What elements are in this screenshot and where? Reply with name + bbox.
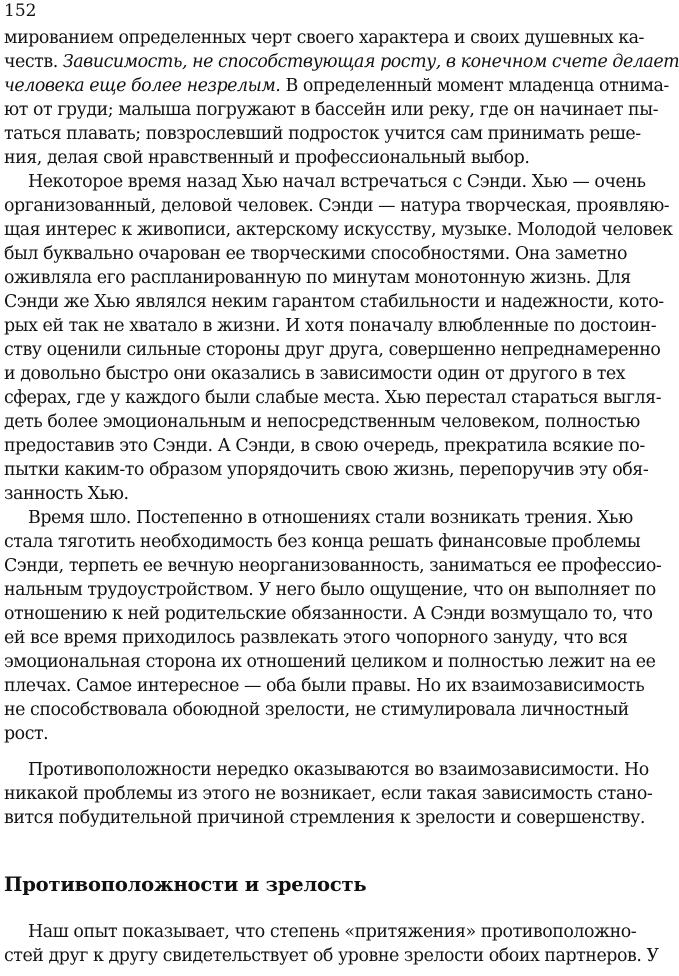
text-line: деть более эмоциональным и непосредственным человеком, полностью xyxy=(4,412,640,432)
italic-text: Зависимость, не способствующая росту, в конечном счете делает xyxy=(62,52,679,72)
text-line: эмоциональная сторона их отношений целиком и полностью лежит на ее xyxy=(4,652,656,672)
text-line: щая интерес к живописи, актерскому искусству, музыке. Молодой человек xyxy=(4,220,673,240)
text-line: мированием определенных черт своего характера и своих душевных ка- xyxy=(4,28,644,48)
italic-text: человека еще более незрелым. xyxy=(4,76,281,96)
text-line: не способствовала обоюдной зрелости, не стимулировала личностный xyxy=(4,700,629,720)
text-line: пытки каким-то образом упорядочить свою жизнь, перепоручив эту обя- xyxy=(4,460,649,480)
text-line: организованный, деловой человек. Сэнди — натура творческая, проявляю- xyxy=(4,196,670,216)
text-line: Время шло. Постепенно в отношениях стали возникать трения. Хью xyxy=(28,508,633,528)
text-line: вится побудительной причиной стремления к зрелости и совершенству. xyxy=(4,808,645,828)
page-number: 152 xyxy=(4,1,37,21)
section-heading: Противоположности и зрелость xyxy=(4,873,367,896)
text-line: занность Хью. xyxy=(4,484,129,504)
text-line: нальным трудоустройством. У него было ощущение, что он выполняет по xyxy=(4,580,656,600)
text-line: стей друг к другу свидетельствует об уровне зрелости обоих партнеров. У xyxy=(4,946,659,966)
text-line: и довольно быстро они оказались в зависимости один от другого в тех xyxy=(4,364,626,384)
text-line: ния, делая свой нравственный и профессиональный выбор. xyxy=(4,148,530,168)
text-line: стала тяготить необходимость без конца решать финансовые проблемы xyxy=(4,532,641,552)
text-line: отношению к ней родительские обязанности. А Сэнди возмущало то, что xyxy=(4,604,653,624)
text-line: рост. xyxy=(4,724,49,744)
text-line: предоставив это Сэнди. А Сэнди, в свою очередь, прекратила всякие по- xyxy=(4,436,645,456)
text-line: Некоторое время назад Хью начал встречаться с Сэнди. Хью — очень xyxy=(28,172,646,192)
text-line: ют от груди; малыша погружают в бассейн или реку, где он начинает пы- xyxy=(4,100,659,120)
text-line: Противоположности нередко оказываются во взаимозависимости. Но xyxy=(28,760,649,780)
text-line: оживляла его распланированную по минутам монотонную жизнь. Для xyxy=(4,268,631,288)
text-line: плечах. Самое интересное — оба были правы. Но их взаимозависимость xyxy=(4,676,645,696)
text-line xyxy=(4,74,669,98)
text-line: ей все время приходилось развлекать этого чопорного зануду, что вся xyxy=(4,628,628,648)
text-line: Сэнди, терпеть ее вечную неорганизованность, заниматься ее профессио- xyxy=(4,556,662,576)
text-line: ству оценили сильные стороны друг друга, совершенно непреднамеренно xyxy=(4,340,661,360)
text-line: Сэнди же Хью являлся неким гарантом стабильности и надежности, кото- xyxy=(4,292,664,312)
text-line: сферах, где у каждого были слабые места. Хью перестал стараться выгля- xyxy=(4,388,662,408)
text-segment: В определенный момент младенца отнима- xyxy=(285,76,669,96)
text-line: никакой проблемы из этого не возникает, если такая зависимость стано- xyxy=(4,784,653,804)
text-line: таться плавать; повзрослевший подросток учится сам принимать реше- xyxy=(4,124,641,144)
text-line: Наш опыт показывает, что степень «притяжения» противоположно- xyxy=(28,922,637,942)
text-segment: честв. xyxy=(4,52,58,72)
text-line: рых ей так не хватало в жизни. И хотя поначалу влюбленные по достоин- xyxy=(4,316,657,336)
text-line xyxy=(4,50,679,74)
text-line: был буквально очарован ее творческими способностями. Она заметно xyxy=(4,244,628,264)
